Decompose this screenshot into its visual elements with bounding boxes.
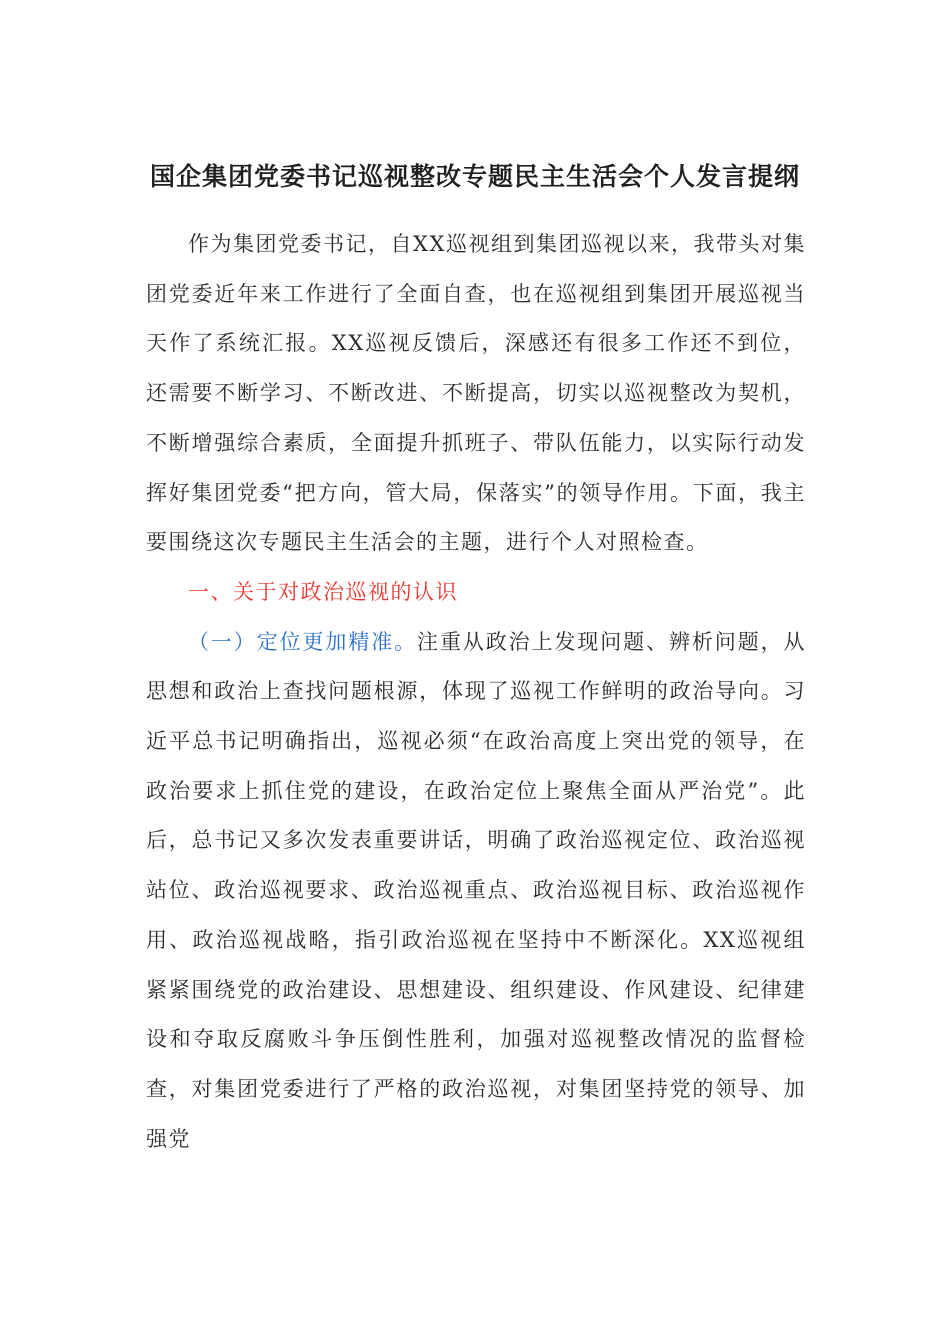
subsection-paragraph bbox=[146, 618, 806, 1165]
subsection-label: （一）定位更加精准。 bbox=[188, 629, 418, 654]
intro-paragraph: 作为集团党委书记，自XX巡视组到集团巡视以来，我带头对集团党委近年来工作进行了全面自查，也在巡视组到集团开展巡视当天作了系统汇报。XX巡视反馈后，深感还有很多工作还不到位，还需要不断学习、不断改进、不断提高，切实以巡视整改为契机，不断增强综合素质，全面提升抓班子、带队伍能力，以实际行动发挥好集团党委“把方向，管大局，保落实”的领导作用。下面，我主要围绕这次专题民主生活会的主题，进行个人对照检查。 bbox=[146, 232, 806, 555]
subsection-text: 注重从政治上发现问题、辨析问题，从思想和政治上查找问题根源，体现了巡视工作鲜明的政治导向。习近平总书记明确指出，巡视必须“在政治高度上突出党的领导，在政治要求上抓住党的建设，在政治定位上聚焦全面从严治党”。此后，总书记又多次发表重要讲话，明确了政治巡视定位、政治巡视站位、政治巡视要求、政治巡视重点、政治巡视目标、政治巡视作用、政治巡视战略，指引政治巡视在坚持中不断深化。XX巡视组紧紧围绕党的政治建设、思想建设、组织建设、作风建设、纪律建设和夺取反腐败斗争压倒性胜利，加强对巡视整改情况的监督检查，对集团党委进行了严格的政治巡视，对集团坚持党的领导、加强党 bbox=[146, 629, 807, 1151]
section-heading: 一、关于对政治巡视的认识 bbox=[188, 579, 458, 604]
document-title: 国企集团党委书记巡视整改专题民主生活会个人发言提纲 bbox=[149, 162, 800, 191]
document-body bbox=[146, 220, 806, 1164]
